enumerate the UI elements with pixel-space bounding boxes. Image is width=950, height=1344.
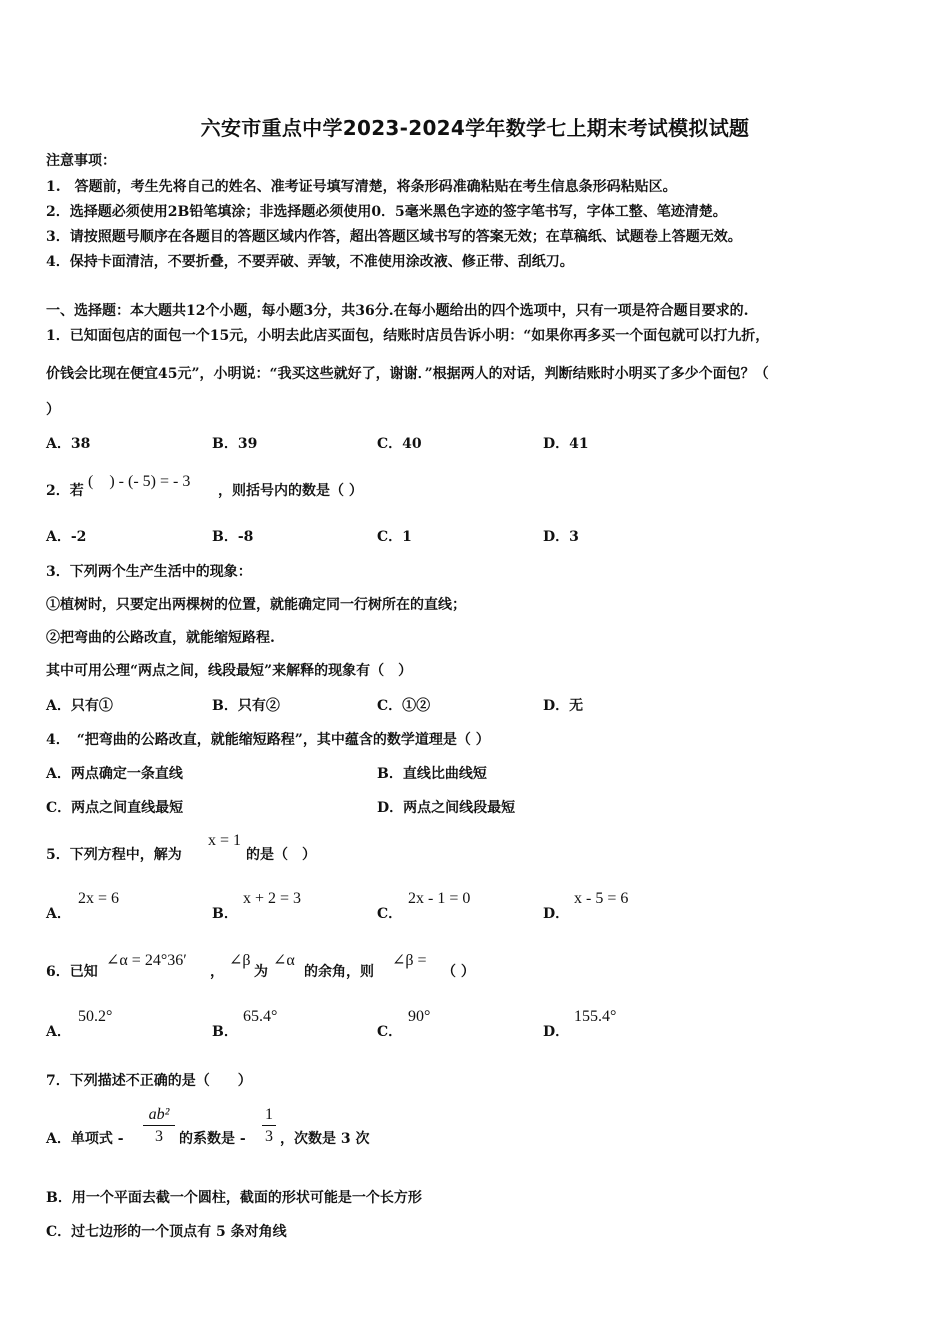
q5-label-b: B． (212, 906, 238, 922)
q3-option-a: A．只有① (46, 698, 113, 714)
q7-a-mid: 的系数是 - (179, 1131, 246, 1147)
q6-option-c: 90° (408, 1008, 431, 1025)
q1-option-b: B．39 (212, 436, 258, 452)
q6-option-b: 65.4° (243, 1008, 278, 1025)
q3-option-d: D．无 (543, 698, 584, 714)
q4-stem: 4． “把弯曲的公路改直，就能缩短路程”，其中蕴含的数学道理是（ ） (46, 732, 490, 748)
q6-mid2: 的余角，则 (304, 964, 374, 980)
q6-label-a: A． (46, 1024, 71, 1040)
q7-a-coefficient-fraction (262, 1106, 276, 1146)
notice-item: 2．选择题必须使用2B铅笔填涂；非选择题必须使用0．5毫米黑色字迹的签字笔书写，字体工整、笔迹清楚。 (46, 204, 727, 220)
q2-option-b: B．-8 (212, 529, 254, 545)
q3-stem: 3．下列两个生产生活中的现象： (46, 564, 252, 580)
q6-label-c: C． (377, 1024, 403, 1040)
q1-line1: 1．已知面包店的面包一个15元，小明去此店买面包，结账时店员告诉小明：“如果你再多买一个面包就可以打九折， (46, 328, 770, 344)
q1-line2: 价钱会比现在便宜45元”，小明说：“我买这些就好了，谢谢．”根据两人的对话，判断结账时小明买了多少个面包？（ (46, 366, 769, 382)
q1-option-c: C．40 (377, 436, 422, 452)
q4-option-c: C．两点之间直线最短 (46, 800, 184, 816)
q2-option-d: D．3 (543, 529, 579, 545)
q6-option-d: 155.4° (574, 1008, 617, 1025)
q5-option-c: 2x - 1 = 0 (408, 890, 471, 907)
q6-expression-beta: ∠β (229, 952, 251, 969)
q6-prefix: 6．已知 (46, 964, 98, 980)
q6-expression-alpha2: ∠α (273, 952, 295, 969)
q6-label-b: B． (212, 1024, 238, 1040)
q4-option-d: D．两点之间线段最短 (377, 800, 516, 816)
q2-option-a: A．-2 (46, 529, 87, 545)
q7-option-b: B．用一个平面去截一个圆柱，截面的形状可能是一个长方形 (46, 1190, 422, 1206)
q7-a-numerator: ab² (148, 1106, 170, 1123)
q6-expression-beta-eq: ∠β = (392, 952, 427, 969)
q4-option-b: B．直线比曲线短 (377, 766, 487, 782)
q5-option-d: x - 5 = 6 (574, 890, 629, 907)
q6-option-a: 50.2° (78, 1008, 113, 1025)
q3-option-c: C．①② (377, 698, 431, 714)
q7-a-denominator: 3 (155, 1128, 163, 1145)
q7-a-fraction (143, 1106, 175, 1146)
q5-label-a: A． (46, 906, 71, 922)
page-title: 六安市重点中学2023-2024学年数学七上期末考试模拟试题 (200, 116, 750, 140)
q5-label-d: D． (543, 906, 570, 922)
q2-prefix: 2．若 (46, 483, 84, 499)
q5-prefix: 5．下列方程中，解为 (46, 847, 182, 863)
q6-suffix: （ ） (442, 964, 475, 980)
q5-option-b: x + 2 = 3 (243, 890, 302, 907)
q1-option-d: D．41 (543, 436, 589, 452)
q7-option-c: C．过七边形的一个顶点有 5 条对角线 (46, 1224, 287, 1240)
q7-a-denominator2: 3 (265, 1128, 273, 1145)
notice-item: 3．请按照题号顺序在各题目的答题区域内作答，超出答题区域书写的答案无效；在草稿纸、试题卷上答题无效。 (46, 229, 742, 245)
q6-mid: 为 (254, 964, 268, 980)
q7-stem: 7．下列描述不正确的是（ ） (46, 1073, 252, 1089)
q1-option-a: A．38 (46, 436, 91, 452)
notice-heading: 注意事项： (46, 153, 116, 169)
notice-item: 4．保持卡面清洁，不要折叠，不要弄破、弄皱，不准使用涂改液、修正带、刮纸刀。 (46, 254, 574, 270)
q1-line3: ） (46, 402, 60, 418)
q3-ask: 其中可用公理“两点之间，线段最短”来解释的现象有（ ） (46, 663, 413, 679)
q7-a-prefix: A．单项式 - (46, 1131, 124, 1147)
section-heading: 一、选择题：本大题共12个小题，每小题3分，共36分.在每小题给出的四个选项中，只有一项是符合题目要求的. (46, 303, 749, 319)
q5-label-c: C． (377, 906, 403, 922)
q5-option-a: 2x = 6 (78, 890, 120, 907)
q3-item1: ①植树时，只要定出两棵树的位置，就能确定同一行树所在的直线； (46, 597, 466, 613)
q2-expression: ( ) - (- 5) = - 3 (88, 473, 191, 490)
q4-option-a: A．两点确定一条直线 (46, 766, 183, 782)
q7-a-numerator2: 1 (265, 1106, 273, 1123)
q6-label-d: D． (543, 1024, 570, 1040)
q2-option-c: C．1 (377, 529, 412, 545)
q3-option-b: B．只有② (212, 698, 280, 714)
q7-a-suffix: ，次数是 3 次 (280, 1131, 370, 1147)
q6-expression-alpha: ∠α = 24°36′ (106, 952, 187, 969)
q5-suffix: 的是（ ） (246, 847, 316, 863)
q5-expression: x = 1 (208, 832, 242, 849)
notice-item: 1. 答题前，考生先将自己的姓名、准考证号填写清楚，将条形码准确粘贴在考生信息条形码粘贴区。 (46, 179, 677, 195)
q6-comma: ， (210, 964, 224, 980)
q3-item2: ②把弯曲的公路改直，就能缩短路程. (46, 630, 275, 646)
q2-suffix: ，则括号内的数是（ ） (218, 483, 363, 499)
